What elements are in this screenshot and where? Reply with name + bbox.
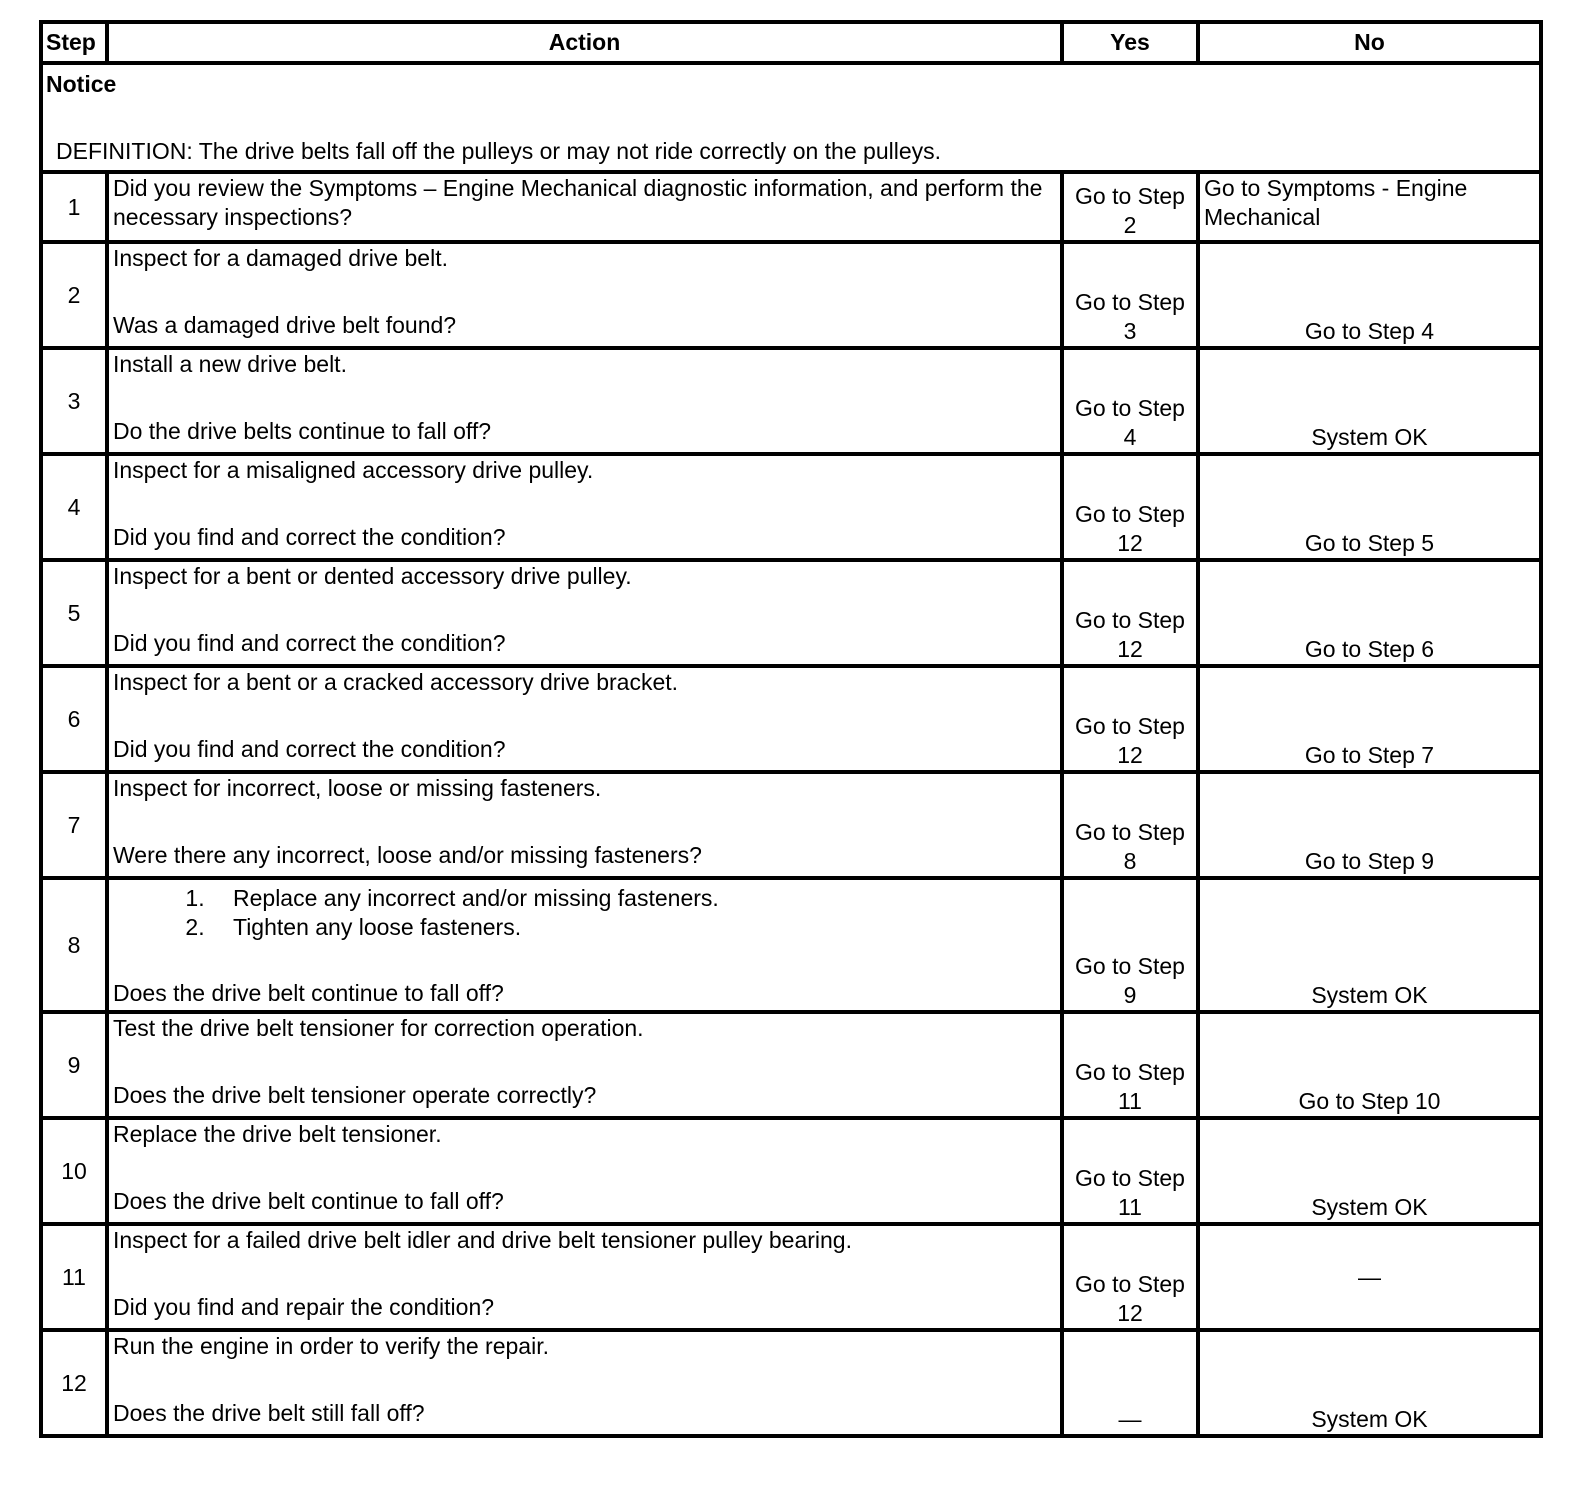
action-cell <box>107 348 1062 454</box>
action-cell <box>107 560 1062 666</box>
header-step: Step <box>41 22 107 63</box>
action-text: Inspect for incorrect, loose or missing fasteners. <box>113 775 602 801</box>
action-cell <box>107 666 1062 772</box>
question-text: Do the drive belts continue to fall off? <box>113 418 492 444</box>
no-cell: System OK <box>1198 878 1541 1012</box>
step-number: 1 <box>41 172 107 242</box>
action-cell <box>107 878 1062 1012</box>
step-row <box>41 1224 1541 1330</box>
yes-cell: Go to Step 11 <box>1062 1118 1198 1224</box>
question-text: Does the drive belt continue to fall off? <box>113 980 504 1006</box>
substep-item: 1. Replace any incorrect and/or missing fasteners. <box>211 884 1056 913</box>
step-row <box>41 560 1541 666</box>
action-cell <box>107 454 1062 560</box>
step-row <box>41 666 1541 772</box>
definition-text: DEFINITION: The drive belts fall off the pulleys or may not ride correctly on the pulleys. <box>56 138 942 164</box>
action-text: Run the engine in order to verify the repair. <box>113 1333 549 1359</box>
action-cell <box>107 1118 1062 1224</box>
step-row <box>41 242 1541 348</box>
yes-cell: Go to Step 3 <box>1062 242 1198 348</box>
step-number: 12 <box>41 1330 107 1436</box>
question-text: Did you find and correct the condition? <box>113 524 506 550</box>
no-cell: Go to Step 9 <box>1198 772 1541 878</box>
step-row <box>41 1330 1541 1436</box>
yes-cell: Go to Step 4 <box>1062 348 1198 454</box>
step-row <box>41 454 1541 560</box>
no-cell: Go to Step 5 <box>1198 454 1541 560</box>
yes-cell: Go to Step 8 <box>1062 772 1198 878</box>
step-row <box>41 1118 1541 1224</box>
yes-cell: Go to Step 2 <box>1062 172 1198 242</box>
header-no: No <box>1198 22 1541 63</box>
action-text: Inspect for a failed drive belt idler and drive belt tensioner pulley bearing. <box>113 1227 852 1253</box>
step-number: 5 <box>41 560 107 666</box>
action-text: Inspect for a damaged drive belt. <box>113 245 448 271</box>
step-number: 8 <box>41 878 107 1012</box>
action-cell <box>107 1330 1062 1436</box>
no-cell: System OK <box>1198 1330 1541 1436</box>
action-text: Inspect for a bent or a cracked accessory drive bracket. <box>113 669 679 695</box>
step-number: 3 <box>41 348 107 454</box>
no-cell: Go to Step 7 <box>1198 666 1541 772</box>
step-number: 4 <box>41 454 107 560</box>
question-text: Does the drive belt tensioner operate correctly? <box>113 1082 597 1108</box>
action-cell <box>107 1012 1062 1118</box>
action-text: Replace the drive belt tensioner. <box>113 1121 442 1147</box>
question-text: Did you find and correct the condition? <box>113 736 506 762</box>
step-number: 6 <box>41 666 107 772</box>
notice-cell <box>41 63 1541 172</box>
yes-cell: — <box>1062 1330 1198 1436</box>
action-cell <box>107 1224 1062 1330</box>
header-yes: Yes <box>1062 22 1198 63</box>
action-cell <box>107 242 1062 348</box>
step-row <box>41 772 1541 878</box>
step-number: 2 <box>41 242 107 348</box>
no-cell: System OK <box>1198 1118 1541 1224</box>
diagnostic-table <box>39 20 1543 1438</box>
question-text: Were there any incorrect, loose and/or missing fasteners? <box>113 842 702 868</box>
step-number: 10 <box>41 1118 107 1224</box>
substep-item: 2. Tighten any loose fasteners. <box>211 913 1056 942</box>
step-row <box>41 878 1541 1012</box>
substep-list <box>113 884 1056 942</box>
action-text: Inspect for a bent or dented accessory drive pulley. <box>113 563 632 589</box>
yes-cell: Go to Step 12 <box>1062 454 1198 560</box>
yes-cell: Go to Step 12 <box>1062 560 1198 666</box>
no-cell: Go to Step 4 <box>1198 242 1541 348</box>
question-text: Was a damaged drive belt found? <box>113 312 457 338</box>
step-number: 9 <box>41 1012 107 1118</box>
question-text: Does the drive belt still fall off? <box>113 1400 425 1426</box>
action-cell <box>107 172 1062 242</box>
no-cell: Go to Step 10 <box>1198 1012 1541 1118</box>
action-text: Test the drive belt tensioner for correction operation. <box>113 1015 644 1041</box>
yes-cell: Go to Step 12 <box>1062 1224 1198 1330</box>
header-row <box>41 22 1541 63</box>
question-text: Did you find and correct the condition? <box>113 630 506 656</box>
step-number: 11 <box>41 1224 107 1330</box>
no-cell: System OK <box>1198 348 1541 454</box>
notice-row <box>41 63 1541 172</box>
no-cell: Go to Symptoms - Engine Mechanical <box>1198 172 1541 242</box>
no-cell: Go to Step 6 <box>1198 560 1541 666</box>
question-text: Does the drive belt continue to fall off? <box>113 1188 504 1214</box>
action-text: Did you review the Symptoms – Engine Mechanical diagnostic information, and perform the necessary inspections? <box>113 175 1043 230</box>
notice-title: Notice <box>46 71 117 97</box>
action-text: Inspect for a misaligned accessory drive pulley. <box>113 457 594 483</box>
action-text: Install a new drive belt. <box>113 351 347 377</box>
yes-cell: Go to Step 9 <box>1062 878 1198 1012</box>
yes-cell: Go to Step 12 <box>1062 666 1198 772</box>
yes-cell: Go to Step 11 <box>1062 1012 1198 1118</box>
step-row <box>41 348 1541 454</box>
no-cell: — <box>1198 1224 1541 1330</box>
header-action: Action <box>107 22 1062 63</box>
action-cell <box>107 772 1062 878</box>
step-number: 7 <box>41 772 107 878</box>
step-row <box>41 172 1541 242</box>
question-text: Did you find and repair the condition? <box>113 1294 495 1320</box>
step-row <box>41 1012 1541 1118</box>
